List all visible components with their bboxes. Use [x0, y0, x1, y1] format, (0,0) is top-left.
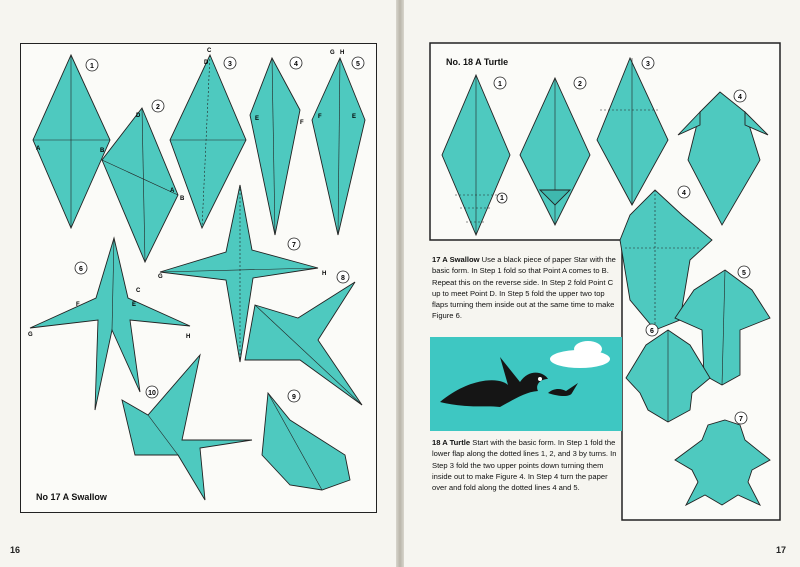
svg-text:7: 7: [739, 416, 743, 423]
svg-text:4: 4: [738, 94, 742, 101]
svg-text:D: D: [136, 113, 141, 119]
svg-text:9: 9: [292, 394, 296, 401]
svg-text:F: F: [318, 114, 322, 120]
svg-text:A: A: [36, 146, 41, 152]
swallow-step-5: [312, 50, 365, 235]
svg-text:E: E: [352, 114, 357, 120]
svg-text:1: 1: [90, 63, 94, 70]
flying-swallows: [430, 337, 622, 431]
svg-text:4: 4: [294, 61, 298, 68]
swallow-step-1: [33, 55, 110, 228]
svg-text:C: C: [207, 48, 212, 54]
svg-text:2: 2: [578, 81, 582, 88]
svg-text:6: 6: [650, 328, 654, 335]
svg-text:2: 2: [156, 104, 160, 111]
svg-text:B: B: [100, 148, 105, 154]
turtle-title: No. 18 A Turtle: [446, 57, 509, 67]
swallow-step-9: [262, 393, 350, 490]
svg-text:1: 1: [500, 195, 504, 202]
svg-text:A: A: [170, 188, 175, 194]
svg-text:D: D: [204, 60, 209, 66]
turtle-instructions-body: Start with the basic form. In Step 1 fold the lower flap along the dotted lines 1, 2, and 3 by turns. In Step 3 fold the two upper points down turning them inside out to make Figure 4. In Step 4 turn the paper over and fold along the dotted lines 4 and 5.: [432, 438, 617, 493]
swallow-instructions: [432, 254, 618, 322]
svg-text:G: G: [330, 50, 335, 56]
svg-text:10: 10: [148, 390, 156, 397]
svg-text:F: F: [300, 120, 304, 126]
page-number-left: 16: [10, 545, 21, 555]
svg-text:5: 5: [356, 61, 360, 68]
swallow-illustration: [430, 337, 622, 431]
svg-text:4: 4: [682, 190, 686, 197]
svg-text:6: 6: [79, 266, 83, 273]
small-swallow-icon: [548, 383, 578, 396]
svg-text:E: E: [132, 302, 137, 308]
swallow-step-4: [250, 58, 304, 235]
svg-text:H: H: [340, 50, 345, 56]
svg-text:B: B: [180, 196, 185, 202]
swallow-caption: No 17 A Swallow: [36, 492, 107, 502]
svg-text:3: 3: [646, 61, 650, 68]
svg-text:G: G: [158, 274, 163, 280]
swallow-step-6: [28, 238, 190, 410]
swallow-step-10: [122, 355, 252, 500]
svg-text:F: F: [76, 302, 80, 308]
swallow-instructions-body: Use a black piece of paper Star with the basic form. In Step 1 fold so that Point A comes to B. Repeat this on the reverse side. In Step 2 fold Point C up to meet Point D. In Step 5 fold the upper two top flaps turning them inside out at the same time to make Figure 6.: [432, 255, 616, 321]
large-swallow-icon: [440, 357, 548, 407]
svg-text:7: 7: [292, 242, 296, 249]
svg-text:C: C: [136, 288, 141, 294]
turtle-instructions: [432, 437, 618, 493]
svg-text:G: G: [28, 332, 33, 338]
page-number-right: 17: [776, 545, 787, 555]
turtle-instructions-heading: 18 A Turtle: [432, 438, 471, 447]
svg-text:5: 5: [742, 270, 746, 277]
svg-text:1: 1: [498, 81, 502, 88]
swallow-step-8: [245, 282, 362, 405]
svg-text:3: 3: [228, 61, 232, 68]
svg-text:8: 8: [341, 275, 345, 282]
svg-text:E: E: [255, 116, 260, 122]
swallow-instructions-heading: 17 A Swallow: [432, 255, 480, 264]
svg-text:H: H: [186, 334, 191, 340]
svg-text:H: H: [322, 271, 327, 277]
